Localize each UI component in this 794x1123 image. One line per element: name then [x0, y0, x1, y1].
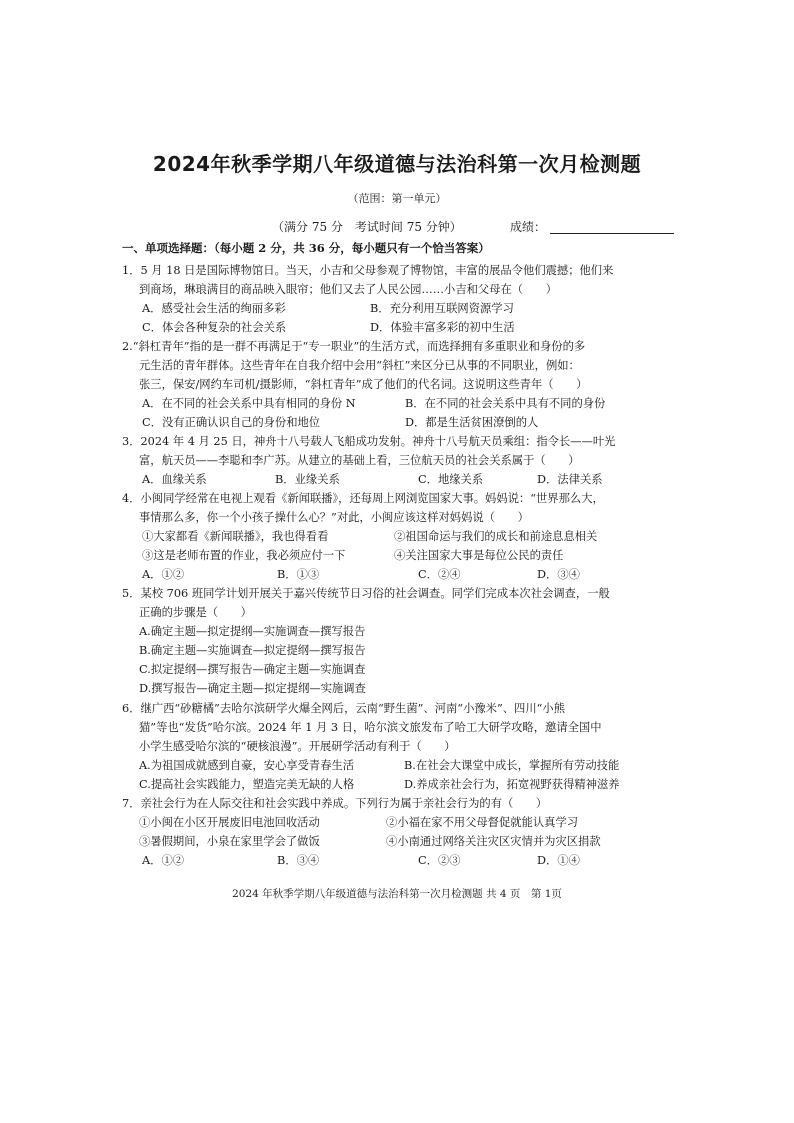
question-5-line-1: 5．某校 706 班同学计划开展关于嘉兴传统节日习俗的社会调查。同学们完成本次社会调查，一般 [122, 587, 610, 600]
question-2-option-c: C．没有正确认识自己的身份和地位 [142, 416, 321, 429]
page-title: 2024年秋季学期八年级道德与法治科第一次月检测题 [152, 152, 642, 176]
question-6-line-1: 6．继广西“砂糖橘”去哈尔滨研学火爆全网后，云南“野生菌”、河南“小豫米”、四川“小熊 [122, 702, 566, 715]
question-7-option-b: B．③④ [277, 854, 320, 867]
question-3-option-b: B．业缘关系 [275, 473, 340, 486]
question-6-line-3: 小学生感受哈尔滨的“硬核浪漫”。开展研学活动有利于（ ） [139, 740, 456, 753]
question-4-statement-1: ①大家都看《新闻联播》，我也得看看 [142, 530, 329, 543]
question-2-line-2: 元生活的青年群体。这些青年在自我介绍中会用“斜杠”来区分已从事的不同职业，例如： [139, 359, 580, 372]
score-blank-line[interactable] [550, 233, 674, 234]
question-3-line-1: 3．2024 年 4 月 25 日，神舟十八号载人飞船成功发射。神舟十八号航天员乘组：指令长——叶光 [122, 435, 616, 448]
question-1-line-2: 到商场，琳琅满目的商品映入眼帘；他们又去了人民公园……小吉和父母在（ ） [139, 283, 557, 296]
question-2-option-b: B．在不同的社会关系中具有不同的身份 [405, 397, 606, 410]
question-7-statement-1: ①小闽在小区开展废旧电池回收活动 [139, 816, 320, 829]
question-7-option-a: A．①② [142, 854, 185, 867]
question-5-option-b: B.确定主题—实施调查—拟定提纲—撰写报告 [139, 644, 366, 657]
question-4-statement-4: ④关注国家大事是每位公民的责任 [394, 549, 564, 562]
exam-meta: （满分 75 分 考试时间 75 分钟） [272, 220, 462, 234]
question-7-statement-4: ④小南通过网络关注灾区灾情并为灾区捐款 [386, 835, 601, 848]
question-5-line-2: 正确的步骤是（ ） [139, 606, 252, 619]
question-3-option-c: C．地缘关系 [418, 473, 484, 486]
question-2-option-a: A．在不同的社会关系中具有相同的身份 N [142, 397, 356, 410]
section-heading: 一、单项选择题：（每小题 2 分，共 36 分，每小题只有一个恰当答案） [122, 241, 490, 255]
score-field [510, 218, 674, 235]
question-1-option-b: B．充分利用互联网资源学习 [370, 302, 514, 315]
scope-note: （范围：第一单元） [347, 192, 447, 205]
question-5-option-a: A.确定主题—拟定提纲—实施调查—撰写报告 [139, 625, 366, 638]
question-2-option-d: D．都是生活贫困潦倒的人 [405, 416, 539, 429]
page-footer: 2024 年秋季学期八年级道德与法治科第一次月检测题 共 4 页 第 1页 [232, 888, 562, 900]
question-2-line-3: 张三，保安/网约车司机/摄影师，“斜杠青年”成了他们的代名词。这说明这些青年（ ） [139, 378, 588, 391]
question-4-statement-3: ③这是老师布置的作业，我必须应付一下 [142, 549, 346, 562]
question-6-option-d: D.养成亲社会行为，拓宽视野获得精神滋养 [404, 778, 620, 791]
question-4-option-c: C．②④ [418, 568, 461, 581]
question-2-line-1: 2.“斜杠青年”指的是一群不再满足于“专一职业”的生活方式，而选择拥有多重职业和身份的多 [122, 340, 586, 353]
question-3-line-2: 富，航天员——李聪和李广苏。从建立的基础上看，三位航天员的社会关系属于（ ） [139, 454, 580, 467]
question-4-option-d: D．③④ [537, 568, 580, 581]
question-7-option-c: C．②③ [418, 854, 461, 867]
question-4-option-a: A．①② [142, 568, 185, 581]
question-5-option-d: D.撰写报告—确定主题—拟定提纲—实施调查 [139, 682, 366, 695]
question-5-option-c: C.拟定提纲—撰写报告—确定主题—实施调查 [139, 663, 366, 676]
question-6-option-b: B.在社会大课堂中成长，掌握所有劳动技能 [404, 759, 620, 772]
question-4-line-1: 4．小闽同学经常在电视上观看《新闻联播》，还每周上网浏览国家大事。妈妈说：“世界那么大， [122, 492, 604, 505]
question-7-option-d: D．①④ [537, 854, 580, 867]
question-1-option-c: C．体会各种复杂的社会关系 [142, 321, 287, 334]
question-4-statement-2: ②祖国命运与我们的成长和前途息息相关 [394, 530, 598, 543]
question-7-statement-2: ②小福在家不用父母督促就能认真学习 [386, 816, 579, 829]
question-1-option-a: A．感受社会生活的绚丽多彩 [142, 302, 286, 315]
question-3-option-d: D．法律关系 [537, 473, 603, 486]
question-3-option-a: A．血缘关系 [142, 473, 207, 486]
question-4-option-b: B．①③ [277, 568, 320, 581]
question-1-line-1: 1．5 月 18 日是国际博物馆日。当天，小吉和父母参观了博物馆，丰富的展品令他们震撼；他们来 [122, 264, 614, 277]
question-1-option-d: D．体验丰富多彩的初中生活 [370, 321, 515, 334]
question-4-line-2: 事情那么多，你一个小孩子操什么心？”对此，小闽应该这样对妈妈说（ ） [139, 511, 529, 524]
score-label: 成绩： [510, 220, 547, 234]
question-7-line-1: 7．亲社会行为在人际交往和社会实践中养成。下列行为属于亲社会行为的有（ ） [122, 797, 548, 810]
question-6-line-2: 猫”等也“发货”哈尔滨。2024 年 1 月 3 日，哈尔滨文旅发布了哈工大研学攻略，邀请全国中 [139, 721, 602, 734]
question-6-option-a: A.为祖国成就感到自豪，安心享受青春生活 [139, 759, 355, 772]
question-6-option-c: C.提高社会实践能力，塑造完美无缺的人格 [139, 778, 355, 791]
question-7-statement-3: ③暑假期间，小泉在家里学会了做饭 [139, 835, 320, 848]
